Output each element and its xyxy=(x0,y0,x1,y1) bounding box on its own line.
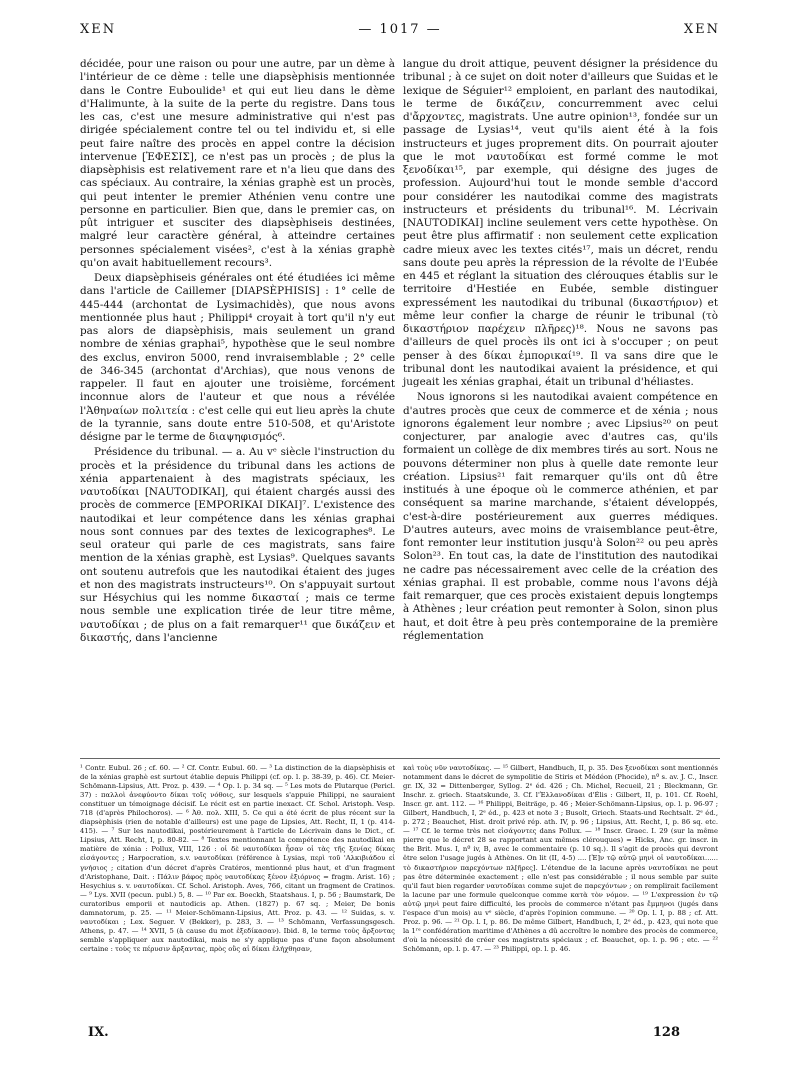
page-footer xyxy=(80,1025,720,1045)
sheet-number: 128 xyxy=(652,1025,680,1040)
paragraph: Nous ignorons si les nautodikai avaient compétence en d'autres procès que ceux de commerce et de xénia ; nous ignorons également leur nombre ; avec Lipsius²⁰ on peut conjecturer, par analogie avec d'autres cas, qu'ils formaient un collège de dix membres tirés au sort. Nous ne pouvons déterminer non plus à quelle date remonte leur création. Lipsius²¹ fait remarquer qu'ils ont dû être institués à une époque où le commerce athénien, et par conséquent sa marine marchande, s'étaient développés, c'est-à-dire postérieurement aux guerres médiques. D'autres auteurs, avec moins de vraisemblance peut-être, font remonter leur institution jusqu'à Solon²² ou peu après Solon²³. En tout cas, la date de l'institution des nautodikai ne cadre pas nécessairement avec celle de la création des xénias graphai. Il est probable, comme nous l'avons déjà fait remarquer, que ces procès existaient depuis longtemps à Athènes ; leur création peut remonter à Solon, sinon plus haut, et doit être à peu près contemporaine de la première réglementation xyxy=(403,391,718,642)
paragraph: Présidence du tribunal. — a. Au vᵉ siècle l'instruction du procès et la présidence du tribunal dans les actions de xénia appartenaient à des magistrats spéciaux, les ναυτοδίκαι [NAUTODIKAI], qui étaient chargés aussi des procès de commerce [EMPORIKAI DIKAI]⁷. L'existence des nautodikai et leur compétence dans les xénias graphai nous sont connues par des textes de lexicographes⁸. Le seul orateur qui parle de ces magistrats, sans faire mention de la xénias graphè, est Lysias⁹. Quelques savants ont soutenu autrefois que les nautodikai étaient des juges et non des magistrats instructeurs¹⁰. On s'appuyait surtout sur Hésychius qui les nomme δικασταί ; mais ce terme nous semble une explication tirée de leur titre même, ναυτοδίκαι ; de plus on a fait remarquer¹¹ que δικάζειν et δικαστής, dans l'ancienne xyxy=(80,446,395,644)
paragraph: Deux diapsèphiseis générales ont été étudiées ici même dans l'article de Caillemer [DIAPSÈPHISIS] : 1° celle de 445-444 (archontat de Lysimachidès), que nous avons mentionnée plus haut ; Philippi⁴ croyait à tort qu'il n'y eut pas alors de diapsèphisis, mais seulement un grand nombre de xénias graphai⁵, hypothèse que le seul nombre des exclus, environ 5000, rend invraisemblable ; 2° celle de 346-345 (archontat d'Archias), que nous venons de rappeler. Il faut en ajouter une troisième, forcément inconnue alors de l'auteur et que nous a révélée l'Ἀθηναίων πολιτεία : c'est celle qui eut lieu après la chute de la tyrannie, sans doute entre 510-508, et qu'Aristote désigne par le terme de διαψηφισμός⁶. xyxy=(80,272,395,443)
left-column xyxy=(80,58,395,647)
footnote-text: ¹ Contr. Eubul. 26 ; cf. 60. — ² Cf. Contr. Eubul. 60. — ³ La distinction de la diapsèphisis et de la xénias graphè est surtout établie depuis Philippi (cf. op. l. p. 38-39, p. 46). Cf. Meier-Schömann-Lipsius, Att. Proz. p. 439. — ⁴ Op. l. p. 34 sq. — ⁵ Les mots de Plutarque (Pericl. 37) : παλλοὶ ἀνεφύοντο δίκαι τοῖς νόθοις, sur lesquels s'appuie Philippi, ne sauraient constituer un témoignage décisif. Le récit est en partie inexact. Cf. Schol. Aristoph. Vesp. 718 (d'après Philochoros). — ⁶ Ἀθ. πολ. XIII, 5. Ce qui a été écrit de plus récent sur la diapsèphisis (rien de notable d'ailleurs) est une page de Lipsies, Att. Recht, II, 1 (p. 414-415). — ⁷ Sur les nautodikai, postérieurement à l'article de Lécrivain dans le Dict., cf. Lipsius, Att. Recht, I, p. 80-82. — ⁸ Textes mentionnant la compétence des nautodikai en matière de xénia : Pollux, VIII, 126 : οἱ δὲ ναυτοδίκαι ἦσαν οἱ τὰς τῆς ξενίας δίκας εἰσάγοντες ; Harpocration, s.v. ναυτοδίκαι (référence à Lysias, περὶ τοῦ 'Αλκιβιάδου εἰ γνήσιος ; citation d'un décret d'après Cratéros, mentionné plus haut, et d'un fragment d'Aristophane, Dait. : Πάλιν βάφος πρὸς ναυτοδίκας ξένον ἐξιόρνος = fragm. Arist. 16) ; Hesychius s. v. ναυτοδίκαι. Cf. Schol. Aristoph. Aves, 766, citant un fragment de Cratinos. — ⁹ Lys. XVII (pecun. publ.) 5, 8. — ¹⁰ Par ex. Boeckh, Staatshaus. I, p. 56 ; Baumstark, De curatoribus emporii et nautodicis ap. Athen. (1827) p. 67 sq. ; Meier, De bonis damnatorum, p. 25. — ¹¹ Meier-Schömann-Lipsius, Att. Proz. p. 43. — ¹² Suidas, s. v. ναυτοδίκαι ; Lex. Seguer. V (Bekker), p. 283, 3. — ¹³ Schömann, Verfassungsgesch. Athens, p. 47. — ¹⁴ XVII, 5 (à cause du mot ἐξεδίκασαν). Ibid. 8, le terme τοὺς ἄρξοντας semble s'appliquer aux nautodikai, mais ne s'y applique pas d'une façon absolument certaine : τοὺς τε πέρυσιν ἄρξαντας, πρὸς οὓς αἱ δίκαι ἐλήχθησαν, xyxy=(80,764,395,953)
header-left: XEN xyxy=(80,22,117,37)
header-right: XEN xyxy=(683,22,720,37)
paragraph: décidée, pour une raison ou pour une autre, par un dème à l'intérieur de ce dème : telle une diapsèphisis mentionnée dans le Contre Euboulide¹ et qui eut lieu dans le dème d'Halimunte, à la suite de la perte du registre. Dans tous les cas, c'est une mesure administrative qui n'est pas dirigée spécialement contre tel ou tel individu et, si elle peut faire naître des procès en appel contre la décision intervenue [ἘΦΕΣΙΣ], ce n'est pas un procès ; de plus la diapsèphisis est relativement rare et n'a lieu que dans des cas spéciaux. Au contraire, la xénias graphè est un procès, qui peut intenter le premier Athénien venu contre une personne en particulier. Bien que, dans le premier cas, on pût intriguer et susciter des diapsèphiseis destinées, malgré leur caractère général, à atteindre certaines personnes spécialement visées², c'est à la xénias graphè qu'on avait habituellement recours³. xyxy=(80,58,395,269)
footnote-divider xyxy=(80,758,720,759)
paragraph: langue du droit attique, peuvent désigner la présidence du tribunal ; à ce sujet on doit noter d'ailleurs que Suidas et le lexique de Séguier¹² emploient, en parlant des nautodikai, le terme de δικάζειν, concurremment avec celui d'ἄρχοντες, magistrats. Une autre opinion¹³, fondée sur un passage de Lysias¹⁴, veut qu'ils aient été à la fois instructeurs et juges proprement dits. On pourrait ajouter que le mot ναυτοδίκαι est formé comme le mot ξενοδίκαι¹⁵, par exemple, qui désigne des juges de profession. Aujourd'hui tout le monde semble d'accord pour considérer les nautodikai comme des magistrats instructeurs et présidents du tribunal¹⁶. M. Lécrivain [NAUTODIKAI] incline seulement vers cette hypothèse. On peut être plus affirmatif : non seulement cette explication cadre mieux avec les textes cités¹⁷, mais un décret, rendu sans doute peu après la répression de la révolte de l'Eubée en 445 et réglant la situation des clérouques établis sur le territoire d'Hestiée en Eubée, semble distinguer expressément les nautodikai du tribunal (δικαστήριον) et même leur confier la charge de réunir le tribunal (τὸ δικαστήριον παρέχειν πλῆρες)¹⁸. Nous ne savons pas d'ailleurs de quel procès ils ont ici à s'occuper ; on peut penser à des δίκαι ἐμπορικαί¹⁹. Il va sans dire que le tribunal dont les nautodikai avaient la présidence, et qui jugeait les xénias graphai, était un tribunal d'héliastes. xyxy=(403,58,718,388)
footnote-text: καὶ τοὺς νῦν ναυτοδίκας. — ¹⁵ Gilbert, Handbuch, II, p. 35. Des ξενοδίκαι sont mentionnés notamment dans le décret de sympolitie de Stiris et Médéon (Phocide), nº s. av. J. C., Inscr. gr. IX, 32 = Dittenberger, Syllog. 2ᵉ éd. 426 ; Ch. Michel, Recueil, 21 ; Bleckmann, Gr. Inschr. z. griech. Staatskunde, 3. Cf. l'Ἑλλανοδίκαι d'Élis : Gilbert, II, p. 101. Cf. Roehl, Inscr. gr. ant. 112. — ¹⁶ Philippi, Beiträge, p. 46 ; Meier-Schömann-Lipsius, op. l. p. 96-97 ; Gilbert, Handbuch, I, 2ᵉ éd., p. 423 et note 3 ; Busolt, Griech. Staats-und Rechtsalt. 2ᵉ éd., p. 272 ; Beauchet, Hist. droit privé rép. ath. IV, p. 96 ; Lipsius, Att. Recht, I, p. 86 sq. etc. — ¹⁷ Cf. le terme très net εἰσάγοντες dans Pollux. — ¹⁸ Inscr. Graec. I. 29 (sur la même pierre que le décret 28 se rapportant aux mêmes clérouques) = Hicks, Anc. gr. inscr. in the Brit. Mus. I, nº iv, B, avec le commentaire (p. 10 sq.). Il s'agit de procès qui devront être selon l'usage jugés à Athènes. On lit (II, 4-5) .... [Ἐ]ν τῷ αὐτῷ μηνὶ οἱ ναυτοδίκαι...... τὸ δικαστήριον παρεχόντων πλ[ῆρες]. L'étendue de la lacune après ναυτοδίκαι ne peut pas être déterminée exactement ; elle n'est pas considérable ; il nous semble par suite qu'il faut bien regarder ναυτοδίκαι comme sujet de παρεχόντων ; on remplirait facilement la lacune par une formule quelconque comme κατὰ τὸν νόμον. — ¹⁹ L'expression ἐν τῷ αὐτῷ μηνὶ peut faire difficulté, les procès de commerce n'étant pas ἔμμηνοι (jugés dans l'espace d'un mois) au vᵉ siècle, d'après l'opinion commune. — ²⁰ Op. l. I, p. 88 ; cf. Att. Proz. p. 96. — ²¹ Op. l. I, p. 86. De même Gilbert, Handbuch, I, 2ᵉ éd., p. 423, qui note que la 1ʳᵉ confédération maritime d'Athènes a dû accroître le nombre des procès de commerce, d'où la nécessité de créer ces magistrats spéciaux ; cf. Beauchet, op. l. p. 96 ; etc. — ²² Schömann, op. l. p. 47. — ²³ Philippi, op. l. p. 46. xyxy=(403,764,718,953)
footnotes-left xyxy=(80,764,395,954)
volume-number: IX. xyxy=(88,1025,109,1040)
footnotes-right xyxy=(403,764,718,954)
running-header xyxy=(80,22,720,44)
page-number: — 1017 — xyxy=(358,22,442,37)
right-column xyxy=(403,58,718,645)
